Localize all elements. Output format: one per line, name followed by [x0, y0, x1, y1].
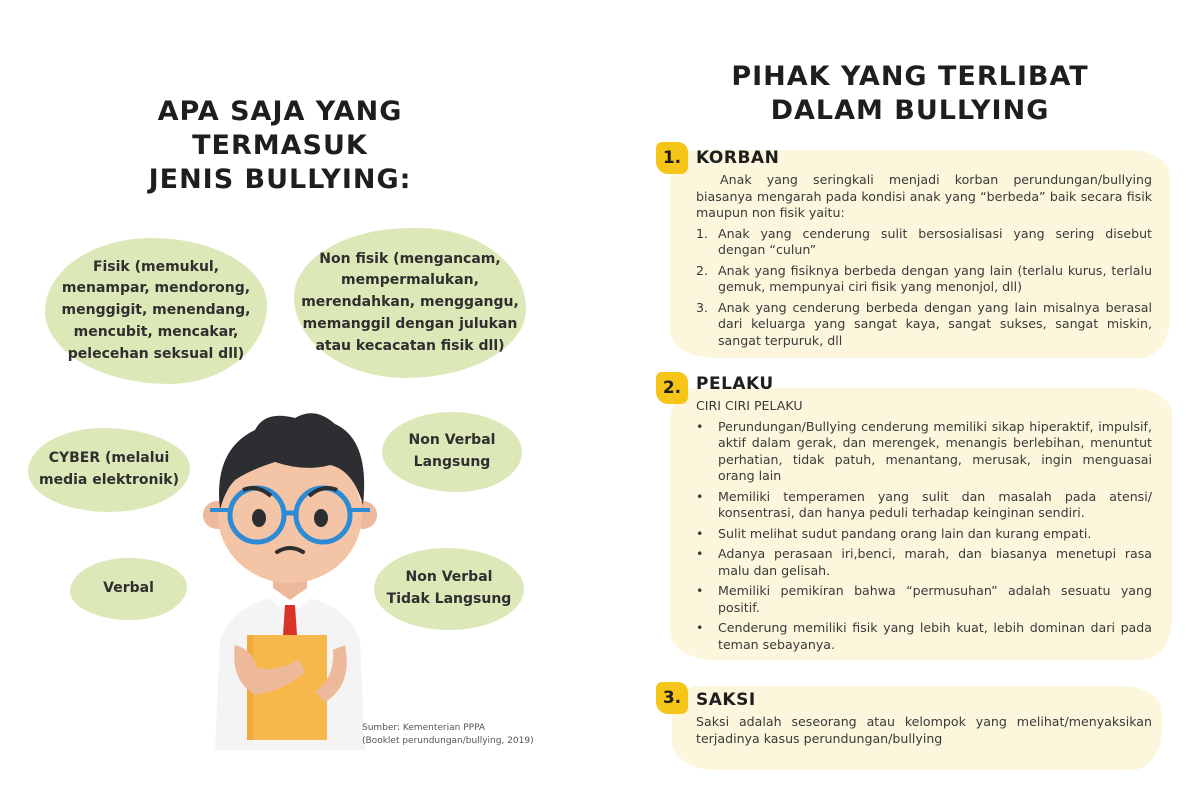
list-item: • Sulit melihat sudut pandang orang lain dan kurang empati. [696, 525, 1092, 541]
pelaku-subheading: CIRI CIRI PELAKU [696, 398, 803, 413]
list-item: • Perundungan/Bullying cenderung memiliki sikap hiperaktif, impulsif, aktif dalam gerak, dan merengek, menangis berlebihan, menuntut perhatian, tidak patuh, menantang, merusak, ingin menguasai orang lain [696, 418, 1152, 483]
bubble-cyber-text: CYBER (melalui media elektronik) [38, 450, 179, 488]
pelaku-heading: PELAKU [696, 374, 774, 394]
list-item: • Memiliki pemikiran bahwa “permusuhan” adalah sesuatu yang positif. [696, 583, 1152, 615]
pelaku-number-badge: 2. [656, 372, 688, 404]
bubble-verbal-text: Verbal [103, 580, 154, 597]
bubble-fisik-text: Fisik (memukul, menampar, mendorong, menggigit, menendang, mencubit, mencakar, pelecehan seksual dll) [61, 258, 251, 362]
pelaku-body [696, 398, 1152, 657]
saksi-heading: SAKSI [696, 690, 756, 710]
korban-body [696, 172, 1152, 353]
bubble-nonverbal-tidak-langsung-text: Non Verbal Tidak Langsung [386, 569, 512, 607]
list-item: • Cenderung memiliki fisik yang lebih kuat, lebih dominan dari pada teman sebayanya. [696, 620, 1152, 652]
list-item: 3. Anak yang cenderung berbeda dengan yang lain misalnya berasal dari keluarga yang sangat kaya, sangat sukses, sangat miskin, sangat terpuruk, dll [696, 299, 1152, 348]
source-note: Sumber: Kementerian PPPA (Booklet perundungan/bullying, 2019) [362, 723, 534, 747]
korban-number-badge: 1. [656, 142, 688, 174]
bubble-cyber [28, 428, 190, 512]
korban-intro: Anak yang seringkali menjadi korban perundungan/bullying biasanya mengarah pada kondisi anak yang “berbeda” baik secara fisik maupun non fisik yaitu: [696, 172, 1152, 220]
right-title: PIHAK YANG TERLIBAT DALAM BULLYING [731, 61, 1089, 126]
bubble-verbal [70, 558, 187, 620]
saksi-body: Saksi adalah seseorang atau kelompok yang melihat/menyaksikan terjadinya kasus perundungan/bullying [696, 714, 1152, 746]
left-title: APA SAJA YANG TERMASUK JENIS BULLYING: [148, 96, 412, 195]
list-item: 2. Anak yang fisiknya berbeda dengan yang lain (terlalu kurus, terlalu gemuk, mempunyai ciri fisik yang menonjol, dll) [696, 262, 1152, 294]
pelaku-list [696, 419, 1152, 654]
korban-heading: KORBAN [696, 148, 780, 168]
bubble-nonverbal-langsung [382, 412, 522, 492]
bubble-nonfisik [294, 228, 526, 378]
list-item: • Adanya perasaan iri,benci, marah, dan biasanya menetupi rasa malu dan gelisah. [696, 546, 1152, 578]
bubble-fisik [45, 238, 267, 384]
worried-boy-illustration [195, 410, 385, 750]
list-item: 1. Anak yang cenderung sulit bersosialisasi yang sering disebut dengan “culun” [696, 225, 1152, 257]
list-item: • Memiliki temperamen yang sulit dan masalah pada atensi/ konsentrasi, dan hanya peduli terhadap keinginan sendiri. [696, 488, 1152, 520]
bubble-nonfisik-text: Non fisik (mengancam, mempermalukan, merendahkan, menggangu, memanggil dengan julukan atau kecacatan fisik dll) [301, 250, 519, 354]
korban-list [696, 226, 1152, 350]
saksi-number-badge: 3. [656, 682, 688, 714]
bubble-nonverbal-langsung-text: Non Verbal Langsung [408, 432, 496, 470]
bubble-nonverbal-tidak-langsung [374, 548, 524, 630]
